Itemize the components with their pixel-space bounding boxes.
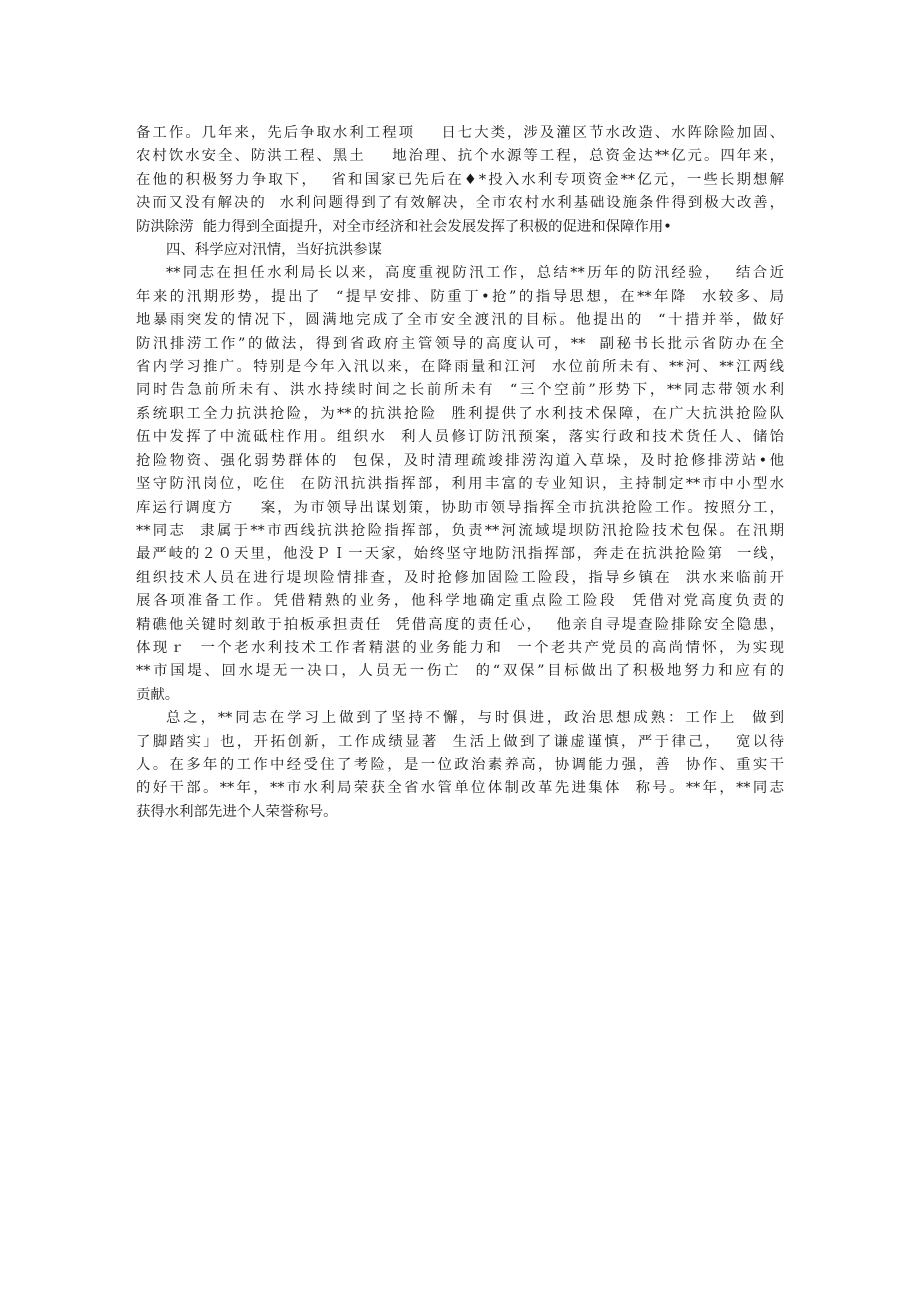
text-line: 同时告急前所未有、洪水持续时间之长前所未有 “三个空前”形势下，**同志带领水利 <box>136 382 784 399</box>
text-line: 年来的汛期形势，提出了 “提早安排、防重丁•抢”的指导思想，在**年降 水较多、局 <box>136 288 784 305</box>
paragraph-project-work <box>136 122 784 239</box>
text-line: 防汛排涝工作”的做法，得到省政府主管领导的高度认可，** 副秘书长批示省防办在全 <box>136 335 784 352</box>
paragraph-flood-control <box>136 262 784 707</box>
text-line: 在他的积极努力争取下， 省和国家已先后在♦*投入水利专项资金**亿元，一些长期想解 <box>136 171 784 188</box>
text-line: 人。在多年的工作中经受住了考险，是一位政治素养高，协调能力强，善 协作、重实干 <box>136 756 784 773</box>
text-line: 四、科学应对汛情，当好抗洪参谋 <box>166 242 382 259</box>
text-line: 农村饮水安全、防洪工程、黑土 地治理、抗个水源等工程，总资金达**亿元。四年来， <box>136 148 784 165</box>
document-body <box>136 122 784 824</box>
paragraph-summary <box>136 707 784 824</box>
text-line: 了脚踏实」也，开拓创新，工作成绩显著 生活上做到了谦虚谨慎，严于律己， 宽以待 <box>136 733 784 750</box>
text-line: 地暴雨突发的情况下，圆满地完成了全市安全渡汛的目标。他提出的 “十措并举，做好 <box>136 312 784 329</box>
text-line: **同志 隶属于**市西线抗洪抢险指挥部，负责**河流域堤坝防汛抢险技术包保。在汛期 <box>136 522 784 539</box>
text-line: 最严岐的２０天里，他没ＰＩ一天家，始终坚守地防汛指挥部，奔走在抗洪抢险第 一线， <box>136 546 784 563</box>
text-line: 备工作。几年来，先后争取水利工程项 日七大类，涉及灌区节水改造、水阵除险加固、 <box>136 125 784 141</box>
text-line: 伍中发挥了中流砥柱作用。组织水 利人员修订防汛预案，落实行政和技术货任人、储饴 <box>136 429 784 446</box>
text-line: 体现ｒ 一个老水利技术工作者精湛的业务能力和 一个老共产党员的高尚情怀，为实现 <box>136 639 784 656</box>
text-line: 组织技术人员在进行堤坝险情排查，及时抢修加固险工险段，指导乡镇在 洪水来临前开 <box>136 569 784 586</box>
text-line: 贡献。 <box>136 686 180 703</box>
text-line: 展各项准备工作。凭借精熟的业务，他科学地确定重点险工险段 凭借对党高度负责的 <box>136 593 784 610</box>
text-line: **同志在担任水利局长以来，高度重视防汛工作，总结**历年的防汛经验， 结合近 <box>166 265 784 282</box>
text-line: 坚守防汛岗位，吃住 在防汛抗洪指挥部，利用丰富的专业知识，主持制定**市中小型水 <box>136 476 784 493</box>
text-line: 精礁他关键时刻敢于拍板承担责任 凭借高度的责任心， 他亲自寻堤查险排除安全隐患， <box>136 616 784 633</box>
text-line: 决而又没有解决的 水利问题得到了有效解决，全市农村水利基础设施条件得到极大改善， <box>136 195 784 212</box>
section-heading-flood <box>136 239 784 262</box>
text-line: 防洪除涝 能力得到全面提升，对全市经济和社会发展发挥了积极的促进和保障作用• <box>136 218 672 235</box>
text-line: 库运行调度方 案，为市领导出谋划策，协助市领导指挥全市抗洪抢险工作。按照分工， <box>136 499 784 516</box>
text-line: 抢险物资、强化弱势群体的 包保，及时清理疏竣排涝沟道入草垛，及时抢修排涝站•他 <box>136 452 784 469</box>
text-line: 系统职工全力抗洪抢险，为**的抗洪抢险 胜利提供了水利技术保障，在广大抗洪抢险队 <box>136 405 784 422</box>
text-line: 总之，**同志在学习上做到了坚持不懈，与时俱进，政治思想成熟：工作上 做到 <box>166 710 784 727</box>
text-line: 的好干部。**年，**市水利局荣获全省水管单位体制改革先进集体 称号。**年，**同志 <box>136 780 784 797</box>
text-line: **市国堤、回水堤无一决口，人员无一伤亡 的“双保”目标做出了积极地努力和应有的 <box>136 663 784 680</box>
text-line: 获得水利部先进个人荣誉称号。 <box>136 803 338 820</box>
text-line: 省内学习推广。特别是今年入汛以来，在降雨量和江河 水位前所未有、**河、**江两线 <box>136 359 784 376</box>
